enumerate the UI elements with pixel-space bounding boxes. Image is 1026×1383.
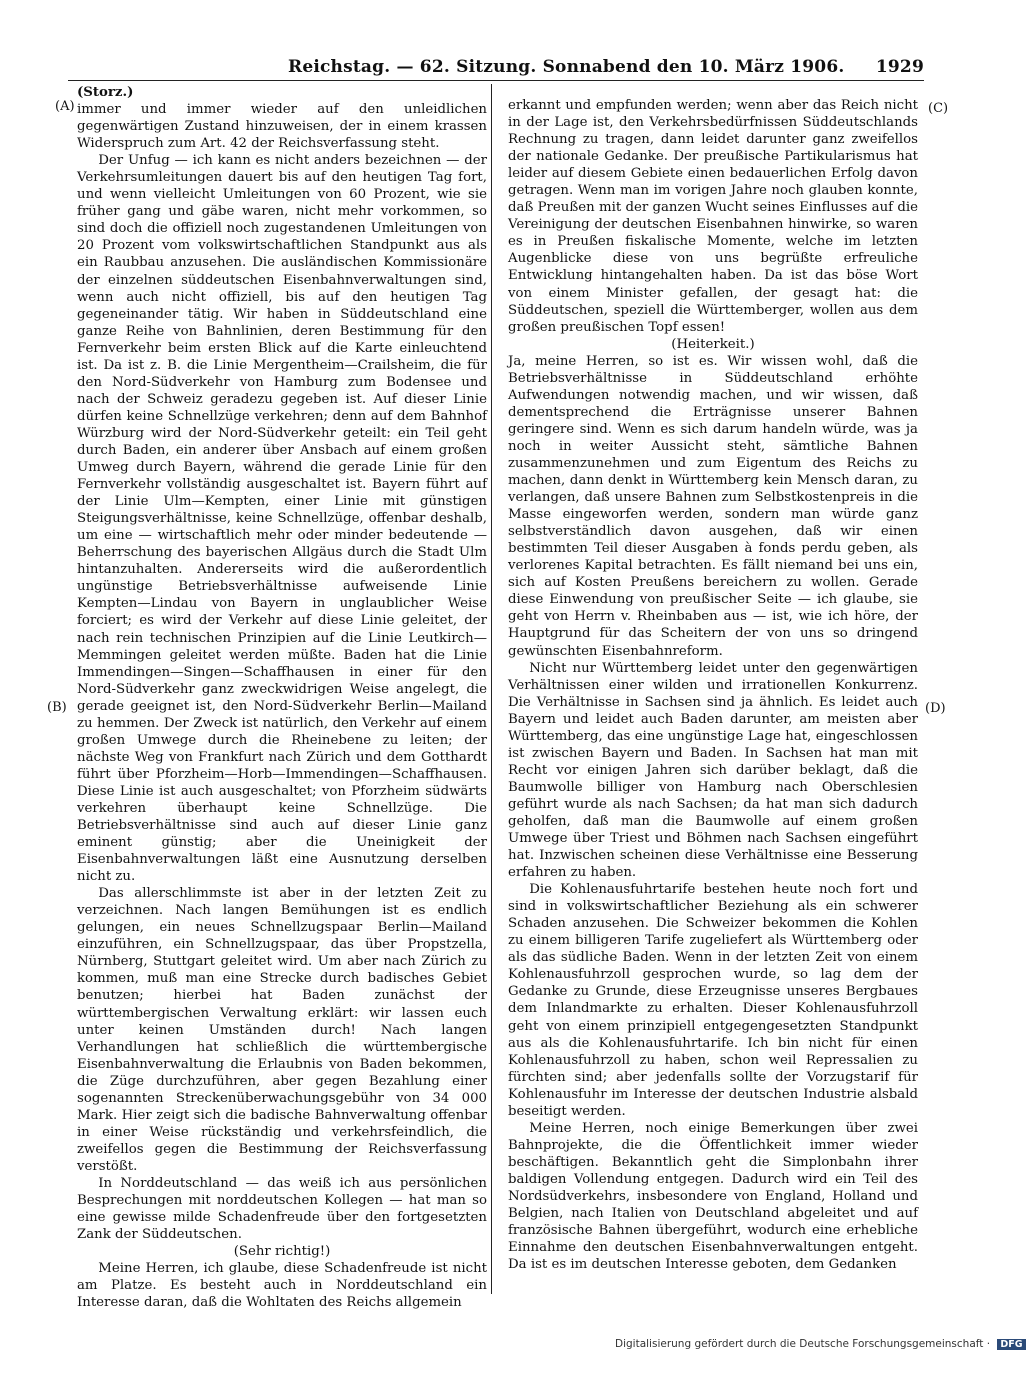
page-header <box>68 57 924 79</box>
header-rule <box>68 80 924 81</box>
interjection: (Heiterkeit.) <box>671 336 755 352</box>
paragraph: erkannt und empfunden werden; wenn aber das Reich nicht in der Lage ist, den Verkehrsbedürfnissen Süddeutschlands Rechnung zu tragen, dann leidet darunter ganz zweifellos der nationale Gedanke. Der preußische Partikularismus hat leider auf diesem Gebiete einen bedauerlichen Erfolg davon getragen. Wenn man im vorigen Jahre noch glauben konnte, daß Preußen mit der ganzen Wucht seines Einflusses auf die Vereinigung der deutschen Eisenbahnen hinwirke, so waren es in Preußen fiskalische Momente, welche im letzten Augenblicke diese von uns begrüßte erfreuliche Entwicklung hintangehalten haben. Da ist das böse Wort von einem Minister gefallen, der gesagt hat: die Süddeutschen, speziell die Württemberger, wollen aus dem großen preußischen Topf essen! <box>508 98 918 335</box>
paragraph: Ja, meine Herren, so ist es. Wir wissen wohl, daß die Betriebsverhältnisse in Süddeutschland erhöhte Aufwendungen notwendig machen, und wir wissen, daß dementsprechend die Erträgnisse unserer Bahnen geringere sind. Wenn es sich darum handeln würde, was ja noch in weiter Aussicht steht, sämtliche Bahnen zusammenzunehmen und zum Eigentum des Reichs zu machen, dann denkt in Württemberg kein Mensch daran, zu verlangen, daß unsere Bahnen zum Selbstkostenpreis in die Masse eingeworfen werden, sondern man würde ganz selbstverständlich davon ausgehen, daß wir einen bestimmten Teil dieser Ausgaben à fonds perdu geben, als verlorenes Kapital betrachten. Es fällt niemand bei uns ein, sich auf Kosten Preußens bereichern zu wollen. Gerade diese Einwendung von preußischer Seite — ich glaube, sie geht von Herrn v. Rheinbaben aus — ist, wie ich höre, der Hauptgrund für das Scheitern der von uns so dringend gewünschten Eisenbahnreform. <box>508 353 918 659</box>
speaker-name: (Storz.) <box>77 85 134 100</box>
digitization-footer <box>615 1338 1023 1354</box>
margin-marker-b: (B) <box>47 700 67 715</box>
right-column <box>508 97 918 1273</box>
left-column <box>77 84 487 1311</box>
paragraph: immer und immer wieder auf den unleidlichen gegenwärtigen Zustand hinzuweisen, der in einem krassen Widerspruch zum Art. 42 der Reichsverfassung steht. <box>77 102 487 152</box>
margin-marker-d: (D) <box>925 701 946 716</box>
dfg-logo: DFG <box>997 1339 1025 1350</box>
paragraph: Der Unfug — ich kann es nicht anders bezeichnen — der Verkehrsumleitungen dauert bis auf den heutigen Tag fort, und wenn vielleicht Umleitungen von 60 Prozent, wie sie früher gang und gäbe waren, nicht mehr vorkommen, so sind doch die offiziell noch zugestandenen Umleitungen von 20 Prozent vom volkswirtschaftlichen Standpunkt aus als ein Raubbau anzusehen. Die ausländischen Kommissionäre der einzelnen süddeutschen Eisenbahnverwaltungen sind, wenn auch nicht offiziell, bis auf den heutigen Tag gegeneinander tätig. Wir haben in Süddeutschland eine ganze Reihe von Bahnlinien, deren Bestimmung für den Fernverkehr beim ersten Blick auf die Karte einleuchtend ist. Da ist z. B. die Linie Mergentheim—Crailsheim, die für den Nord-Südverkehr von Hamburg zum Bodensee und nach der Schweiz geradezu gegeben ist. Auf dieser Linie dürfen keine Schnellzüge verkehren; denn auf dem Bahnhof Würzburg wird der Nord-Südverkehr geteilt: ein Teil geht durch Baden, ein anderer über Ansbach auf einem großen Umweg durch Bayern, während die gerade Linie für den Fernverkehr vollständig ausgeschaltet ist. Bayern führt auf der Linie Ulm—Kempten, einer Linie mit günstigen Steigungsverhältnisse, keine Schnellzüge, offenbar deshalb, um eine — wirtschaftlich mehr oder minder bedeutende — Beherrschung des bayerischen Allgäus durch die Stadt Ulm hintanzuhalten. Andererseits wird die außerordentlich ungünstige Betriebsverhältnisse aufweisende Linie Kempten—Lindau von Bayern in unglaublicher Weise forciert; es wird der Verkehr auf diese Linie geleitet, der nach rein technischen Prinzipien auf die Linie Leutkirch—Memmingen geleitet werden müßte. Baden hat die Linie Immendingen—Singen—Schaffhausen in einer für den Nord-Südverkehr ganz zweckwidrigen Weise angelegt, die gerade geeignet ist, den Nord-Südverkehr Berlin—Mailand zu hemmen. Der Zweck ist natürlich, den Verkehr auf einem großen Umwege durch die Rheinebene zu leiten; der nächste Weg von Frankfurt nach Zürich und dem Gotthardt führt über Pforzheim—Horb—Immendingen—Schaffhausen. Diese Linie ist auch ausgeschaltet; von Pforzheim südwärts verkehren überhaupt keine Schnellzüge. Die Betriebsverhältnisse sind auch auf dieser Linie ganz eminent günstig; aber die Uneinigkeit der Eisenbahnverwaltungen läßt eine Ausnutzung derselben nicht zu. <box>77 153 487 885</box>
paragraph: Nicht nur Württemberg leidet unter den gegenwärtigen Verhältnissen einer wilden und irrationellen Konkurrenz. Die Verhältnisse in Sachsen sind ja ähnlich. Es leidet auch Bayern und leidet auch Baden darunter, am meisten aber Württemberg, das eine ungünstige Lage hat, eingeschlossen ist zwischen Bayern und Baden. In Sachsen hat man mit Recht vor einigen Jahren sich darüber beklagt, daß die Baumwolle billiger von Hamburg nach Oberschlesien geführt wurde als nach Sachsen; da hat man sich dadurch geholfen, daß man die Baumwolle auf einem großen Umwege über Triest und Böhmen nach Sachsen eingeführt hat. Inzwischen scheinen diese Verhältnisse eine Besserung erfahren zu haben. <box>508 660 918 881</box>
paragraph: In Norddeutschland — das weiß ich aus persönlichen Besprechungen mit norddeutschen Kollegen — hat man so eine gewisse milde Schadenfreude über den fortgesetzten Zank der Süddeutschen. <box>77 1176 487 1243</box>
column-rule <box>491 84 492 1294</box>
paragraph: Das allerschlimmste ist aber in der letzten Zeit zu verzeichnen. Nach langen Bemühungen ist es endlich gelungen, ein neues Schnellzugspaar Berlin—Mailand einzuführen, ein Schnellzugspaar, das über Propstzella, Nürnberg, Stuttgart geleitet wird. Um aber nach Zürich zu kommen, muß man eine Strecke durch badisches Gebiet benutzen; hierbei hat Baden zunächst der württembergischen Verwaltung erklärt: wir lassen euch unter keinen Umständen durch! Nach langen Verhandlungen hat schließlich die württembergische Eisenbahnverwaltung die Erlaubnis von Baden bekommen, die Züge durchzuführen, aber gegen Bezahlung einer sogenannten Streckenüberwachungsgebühr von 34 000 Mark. Hier zeigt sich die badische Bahnverwaltung offenbar in einer Weise rückständig und verkehrsfeindlich, die zweifellos gegen die Bestimmung der Reichsverfassung verstößt. <box>77 886 487 1174</box>
paragraph: Meine Herren, ich glaube, diese Schadenfreude ist nicht am Platze. Es besteht auch in Norddeutschland ein Interesse daran, daß die Wohltaten des Reichs allgemein <box>77 1261 487 1311</box>
margin-marker-a: (A) <box>55 99 75 114</box>
interjection: (Sehr richtig!) <box>233 1244 331 1260</box>
page-number: 1929 <box>875 57 924 77</box>
running-title: Reichstag. — 62. Sitzung. Sonnabend den 10. März 1906. <box>288 57 845 77</box>
footer-text: Digitalisierung gefördert durch die Deutsche Forschungsgemeinschaft · <box>615 1338 991 1350</box>
paragraph: Die Kohlenausfuhrtarife bestehen heute noch fort und sind in volkswirtschaftlicher Beziehung als ein schwerer Schaden anzusehen. Die Schweizer bekommen die Kohlen zu einem billigeren Tarife zugeliefert als Württemberg oder als das südliche Baden. Wenn in der letzten Zeit von einem Kohlenausfuhrzoll gesprochen wurde, so lag dem der Gedanke zu Grunde, diese Erzeugnisse unseres Bergbaues dem Inlandmarkte zu erhalten. Dieser Kohlenausfuhrzoll geht von einem prinzipiell entgegengesetzten Standpunkt aus als die Kohlenausfuhrtarife. Ich bin nicht für einen Kohlenausfuhrzoll zu haben, schon weil Repressalien zu fürchten sind; aber jedenfalls sollte der Vorzugstarif für Kohlenausfuhr im Interesse der deutschen Industrie alsbald beseitigt werden. <box>508 882 918 1119</box>
margin-marker-c: (C) <box>928 101 949 116</box>
paragraph: Meine Herren, noch einige Bemerkungen über zwei Bahnprojekte, die die Öffentlichkeit immer wieder beschäftigen. Bekanntlich geht die Simplonbahn ihrer baldigen Vollendung entgegen. Dadurch wird ein Teil des Nordsüdverkehrs, insbesondere von England, Holland und Belgien, nach Italien von Deutschland abgeleitet und auf französische Bahnen übergeführt, wodurch eine erhebliche Einnahme den deutschen Eisenbahnverwaltungen entgeht. Da ist es im deutschen Interesse geboten, dem Gedanken <box>508 1120 918 1273</box>
